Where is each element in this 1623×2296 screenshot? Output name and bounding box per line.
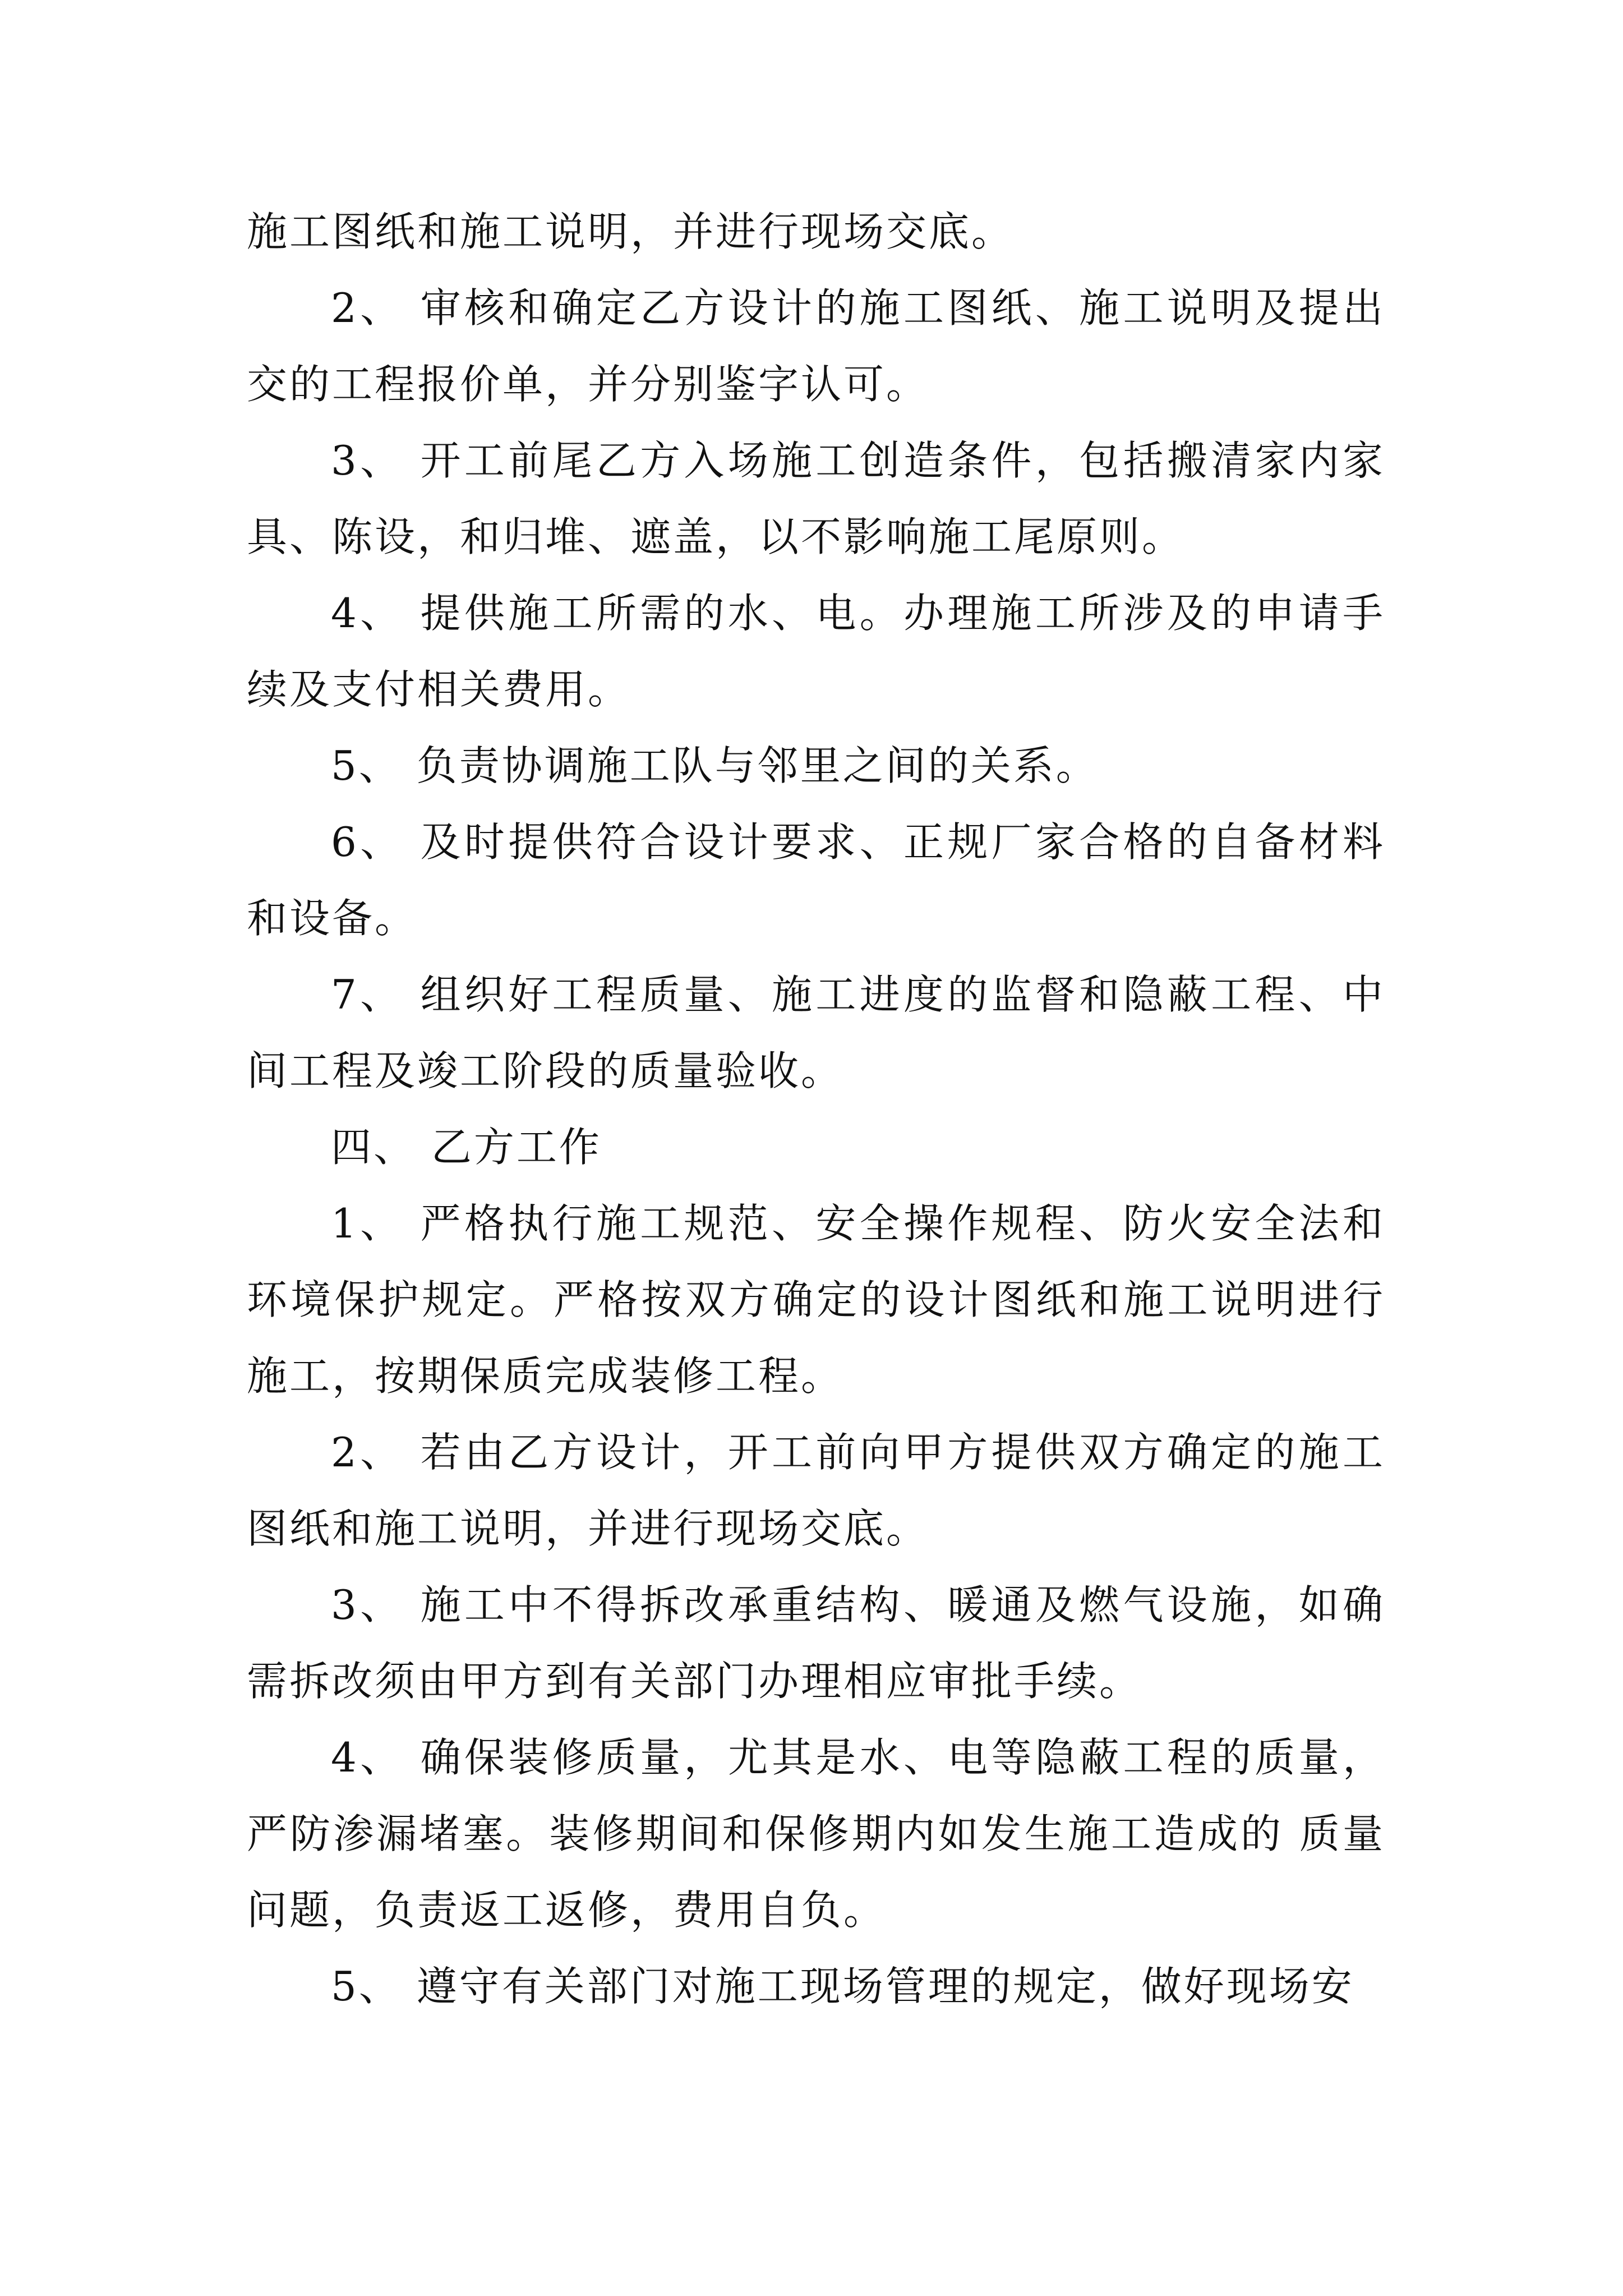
list-item-party-b-5: 5、 遵守有关部门对施工现场管理的规定，做好现场安 [331, 1963, 1354, 2010]
list-item-party-a-5: 5、 负责协调施工队与邻里之间的关系。 [331, 742, 1099, 789]
list-item-party-a-4: 4、 提供施工所需的水、电。办理施工所涉及的申请手续及支付相关费用。 [247, 590, 1385, 713]
list-item-party-a-3: 3、 开工前尾乙方入场施工创造条件，包括搬清家内家具、陈设，和归堆、遮盖，以不影响施工尾原则。 [247, 437, 1385, 560]
section-heading-party-b: 四、 乙方工作 [331, 1124, 602, 1171]
list-item-party-b-4: 4、 确保装修质量，尤其是水、电等隐蔽工程的质量，严防渗漏堵塞。装修期间和保修期内如发生施工造成的 质量问题，负责返工返修，费用自负。 [247, 1734, 1385, 1934]
list-item-party-a-7: 7、 组织好工程质量、施工进度的监督和隐蔽工程、中间工程及竣工阶段的质量验收。 [247, 971, 1385, 1094]
list-item-party-a-2: 2、 审核和确定乙方设计的施工图纸、施工说明及提出交的工程报价单，并分别鉴字认可。 [247, 284, 1385, 408]
list-item-party-b-2: 2、 若由乙方设计，开工前向甲方提供双方确定的施工图纸和施工说明，并进行现场交底。 [247, 1429, 1385, 1552]
list-item-party-a-6: 6、 及时提供符合设计要求、正规厂家合格的自备材料和设备。 [247, 818, 1385, 942]
paragraph-continuation: 施工图纸和施工说明，并进行现场交底。 [247, 208, 1015, 255]
list-item-party-b-3: 3、 施工中不得拆改承重结构、暖通及燃气设施，如确需拆改须由甲方到有关部门办理相应审批手续。 [247, 1581, 1385, 1705]
document-body [247, 194, 1385, 2024]
list-item-party-b-1: 1、 严格执行施工规范、安全操作规程、防火安全法和环境保护规定。严格按双方确定的设计图纸和施工说明进行施工，按期保质完成装修工程。 [247, 1200, 1385, 1400]
